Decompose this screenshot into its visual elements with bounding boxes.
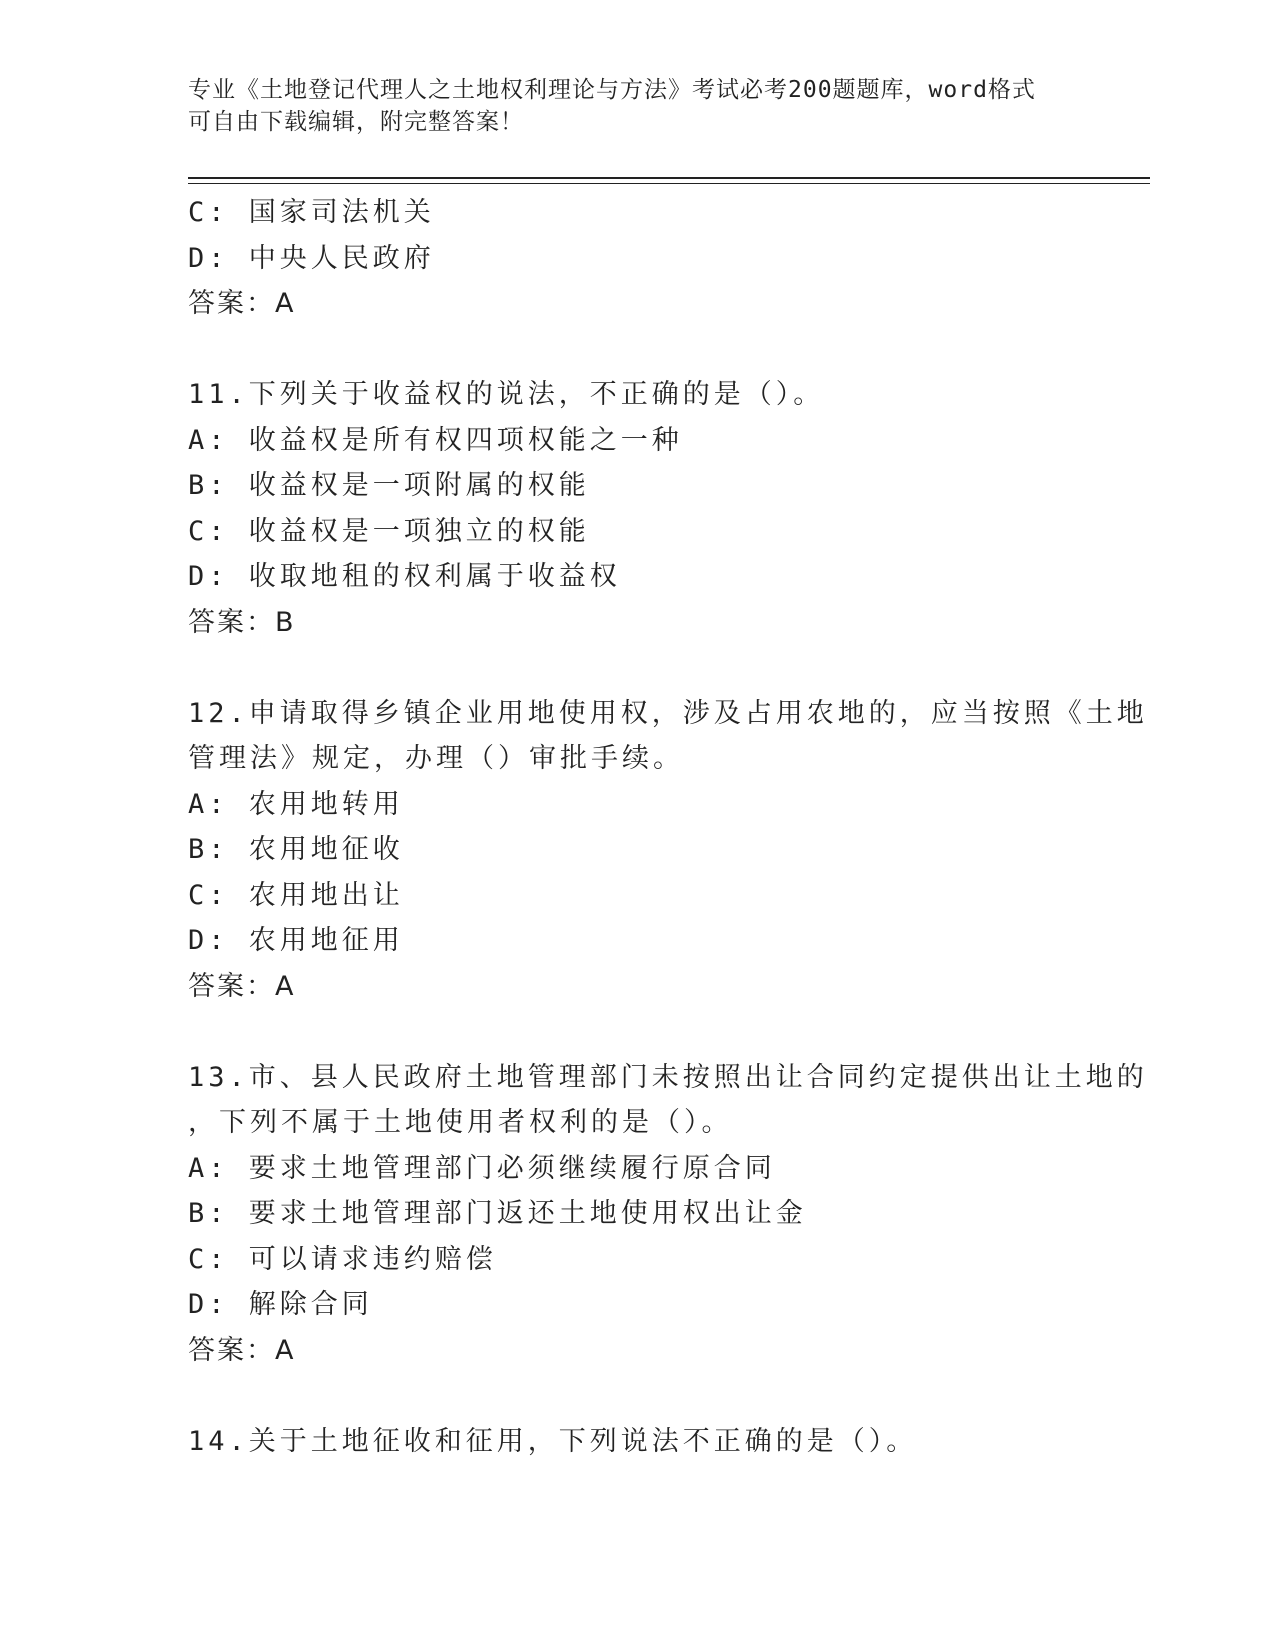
option-a: A: 农用地转用 [188,788,404,820]
option-c: C: 可以请求违约赔偿 [188,1243,497,1275]
question-block-prev [188,190,1088,327]
question-stem-continued: ，下列不属于土地使用者权利的是（）。 [188,1107,733,1138]
header-rule-thin [188,183,1150,184]
question-stem: 12.申请取得乡镇企业用地使用权，涉及占用农地的，应当按照《土地 [188,697,1148,729]
option-b: B: 农用地征收 [188,834,404,865]
question-stem-continued: 管理法》规定，办理（）审批手续。 [188,743,684,774]
question-stem: 11.下列关于收益权的说法，不正确的是（）。 [188,379,825,410]
question-block-14 [188,1419,1088,1465]
header-line-2: 可自由下载编辑，附完整答案！ [188,109,524,135]
question-stem: 13.市、县人民政府土地管理部门未按照出让合同约定提供出让土地的 [188,1061,1148,1093]
document-header [188,74,1088,138]
header-rule-thick [188,177,1150,179]
header-line-1: 专业《土地登记代理人之土地权利理论与方法》考试必考200题题库，word格式 [188,77,1036,103]
answer-label: 答案：A [188,970,296,1002]
spacer [188,327,1088,373]
option-c: C: 收益权是一项独立的权能 [188,515,590,547]
answer-label: 答案：A [188,288,296,319]
question-list [188,190,1148,1464]
spacer [188,645,1088,691]
option-a: A: 要求土地管理部门必须继续履行原合同 [188,1152,776,1184]
question-block-12 [188,691,1148,1010]
spacer [188,1009,1088,1055]
option-d: D: 解除合同 [188,1289,373,1320]
option-b: B: 要求土地管理部门返还土地使用权出让金 [188,1198,807,1229]
question-stem: 14.关于土地征收和征用，下列说法不正确的是（）。 [188,1425,918,1457]
option-b: B: 收益权是一项附属的权能 [188,470,590,501]
answer-label: 答案：B [188,606,296,638]
option-d: D: 农用地征用 [188,925,404,956]
option-d: D: 中央人民政府 [188,242,435,274]
option-c: C: 国家司法机关 [188,197,435,228]
question-block-11 [188,372,1088,645]
answer-label: 答案：A [188,1334,296,1366]
option-c: C: 农用地出让 [188,879,404,911]
question-block-13 [188,1055,1148,1374]
option-d: D: 收取地租的权利属于收益权 [188,561,621,592]
spacer [188,1373,1088,1419]
option-a: A: 收益权是所有权四项权能之一种 [188,424,683,456]
